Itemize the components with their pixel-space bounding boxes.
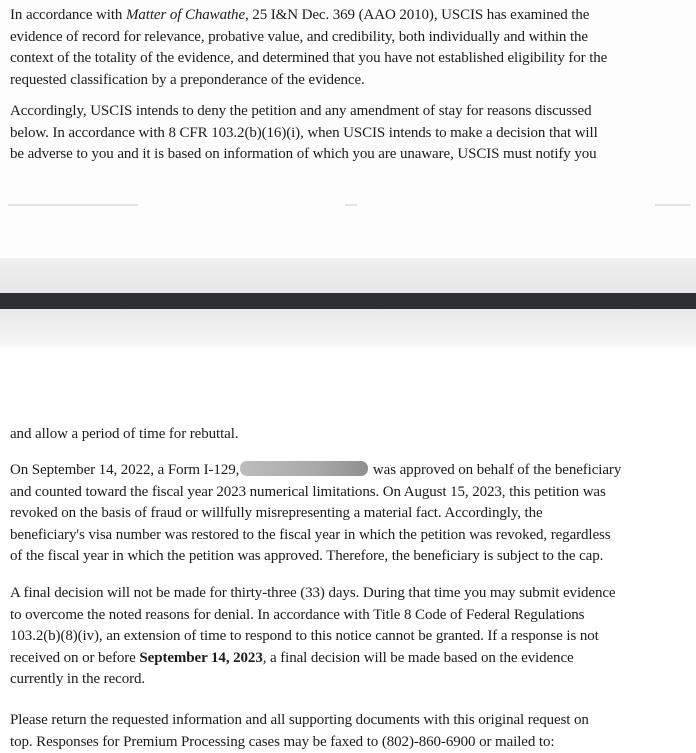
- paragraph-line: Accordingly, USCIS intends to deny the petition and any amendment of stay for reasons discussed: [10, 101, 690, 123]
- paragraph-line: revoked on the basis of fraud or willfully misrepresenting a material fact. Accordingly, the: [10, 503, 690, 525]
- paragraph-line: In accordance with Matter of Chawathe, 25 I&N Dec. 369 (AAO 2010), USCIS has examined the: [10, 5, 690, 27]
- paragraph-line: On September 14, 2022, a Form I-129, was approved on behalf of the beneficiary: [10, 460, 690, 482]
- paragraph-line: 103.2(b)(8)(iv), an extension of time to respond to this notice cannot be granted. If a response is not: [10, 626, 690, 648]
- paragraph-line: be adverse to you and it is based on information of which you are unaware, USCIS must notify you: [10, 144, 690, 166]
- paragraph-line: A final decision will not be made for thirty-three (33) days. During that time you may submit evidence: [10, 583, 690, 605]
- paragraph-intent-to-deny: [10, 101, 690, 166]
- paragraph-line: top. Responses for Premium Processing cases may be faxed to (802)-860-6900 or mailed to:: [10, 732, 690, 753]
- page-shadow-bottom: [0, 309, 696, 347]
- paragraph-final-decision: [10, 583, 690, 691]
- paragraph-line: context of the totality of the evidence, and determined that you have not established eligibility for the: [10, 48, 690, 70]
- paragraph-line: received on or before September 14, 2023, a final decision will be made based on the evidence: [10, 648, 690, 670]
- page-shadow-top: [0, 258, 696, 293]
- paragraph-line: of the fiscal year in which the petition was approved. Therefore, the beneficiary is subject to the cap.: [10, 546, 690, 568]
- paragraph-line: Please return the requested information and all supporting documents with this original request on: [10, 710, 690, 732]
- paragraph-line: requested classification by a preponderance of the evidence.: [10, 70, 690, 92]
- response-deadline: September 14, 2023: [139, 650, 262, 666]
- paragraph-line: to overcome the noted reasons for denial. In accordance with Title 8 Code of Federal Regulations: [10, 605, 690, 627]
- paragraph-line: and counted toward the fiscal year 2023 numerical limitations. On August 15, 2023, this petition was: [10, 482, 690, 504]
- paragraph-rebuttal: [10, 424, 690, 446]
- page-break-divider: [0, 293, 696, 309]
- paragraph-return-instructions: [10, 710, 690, 753]
- case-citation: Matter of Chawathe: [126, 7, 245, 23]
- paragraph-form-i129: [10, 460, 690, 568]
- paragraph-line: evidence of record for relevance, probative value, and credibility, both individually and within the: [10, 27, 690, 49]
- paragraph-line: and allow a period of time for rebuttal.: [10, 424, 690, 446]
- paragraph-line: below. In accordance with 8 CFR 103.2(b)(16)(i), when USCIS intends to make a decision that will: [10, 123, 690, 145]
- paragraph-line: currently in the record.: [10, 669, 690, 691]
- faint-bleedthrough-text: [0, 196, 696, 214]
- paragraph-chawathe: [10, 5, 690, 91]
- paragraph-line: beneficiary's visa number was restored to the fiscal year in which the petition was revoked, regardless: [10, 525, 690, 547]
- redacted-receipt-number: [240, 461, 368, 476]
